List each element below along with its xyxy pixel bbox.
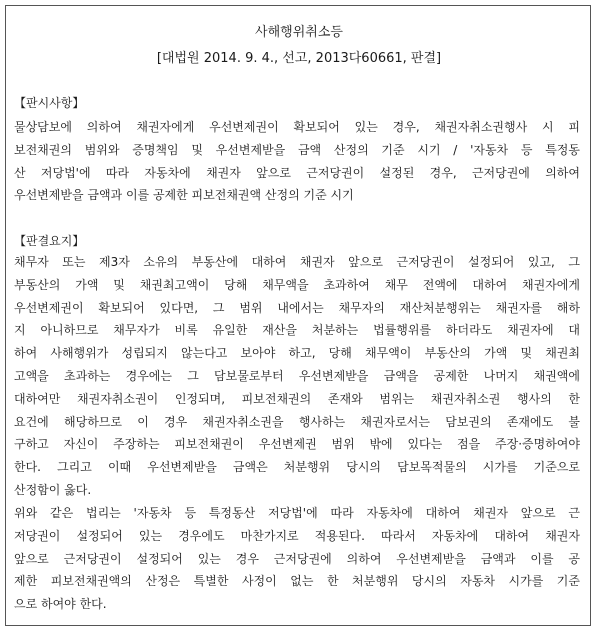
text-line: 한다. 그리고 이때 우선변제받을 금액은 처분행위 당시의 담보목적물의 시가를 기준으로 — [14, 460, 580, 475]
summary-paragraph-1 — [14, 251, 580, 502]
case-title: 사해행위취소등 — [255, 25, 343, 40]
text-line: 요건에 해당하므로 이 경우 채권자취소권을 행사하는 채권자로서는 담보권의 존재에도 불 — [14, 414, 580, 429]
text-line: 산 저당법'에 따라 자동차에 채권자 앞으로 근저당권이 설정된 경우, 근저당권에 의하여 — [14, 165, 580, 180]
text-line: 우선변제받을 금액과 이를 공제한 피보전채권액 산정의 기준 시기 — [14, 188, 354, 203]
text-line: 앞으로 근저당권이 설정되어 있는 경우 근저당권에 의하여 우선변제받을 금액과 이를 공 — [14, 551, 580, 566]
document-frame — [5, 5, 591, 626]
text-line: 부동산의 가액 및 채권최고액이 당해 채무액을 초과하여 채무 전액에 대하여 채권자에게 — [14, 277, 580, 292]
summary-paragraph-2 — [14, 502, 580, 616]
text-line: 고액을 초과하는 경우에는 그 담보물로부터 우선변제받을 금액을 공제한 나머지 채권액에 — [14, 368, 580, 383]
holding-text — [14, 116, 580, 207]
text-line: 대하여만 채권자취소권이 인정되며, 피보전채권의 존재와 범위는 채권자취소권 행사의 한 — [14, 391, 580, 406]
text-line: 물상담보에 의하여 채권자에게 우선변제권이 확보되어 있는 경우, 채권자취소권행사 시 피 — [14, 120, 580, 134]
holding-heading: 【판시사항】 — [14, 96, 85, 110]
text-line: 하여 사해행위가 성립되지 않는다고 보아야 하고, 당해 채무액이 부동산의 가액 및 채권최 — [14, 346, 580, 361]
text-line: 산정함이 옳다. — [14, 482, 92, 497]
text-line: 지 아니하므로 채무자가 비록 유일한 재산을 처분하는 법률행위를 하더라도 채권자에 대 — [14, 323, 580, 338]
text-line: 채무자 또는 제3자 소유의 부동산에 대하여 채권자 앞으로 근저당권이 설정되어 있고, 그 — [14, 255, 580, 269]
text-line: 구하고 자신이 주장하는 피보전채권이 우선변제권 범위 밖에 있다는 점을 주장·증명하여야 — [14, 437, 580, 452]
summary-heading: 【판결요지】 — [14, 234, 85, 248]
text-line: 으로 하여야 한다. — [14, 597, 107, 612]
text-line: 위와 같은 법리는 '자동차 등 특정동산 저당법'에 따라 자동차에 대하여 채권자 앞으로 근 — [14, 506, 580, 520]
case-citation: [대법원 2014. 9. 4., 선고, 2013다60661, 판결] — [156, 51, 442, 66]
text-line: 우선변제권이 확보되어 있다면, 그 범위 내에서는 채무자의 재산처분행위는 채권자를 해하 — [14, 300, 580, 315]
text-line: 보전채권의 범위와 증명책임 및 우선변제받을 금액 산정의 기준 시기 / '자동차 등 특정동 — [14, 142, 580, 157]
text-line: 저당권이 설정되어 있는 경우에도 마찬가지로 적용된다. 따라서 자동차에 대하여 채권자 — [14, 528, 580, 543]
text-line: 제한 피보전채권액의 산정은 특별한 사정이 없는 한 처분행위 당시의 자동차 시가를 기준 — [14, 574, 580, 589]
